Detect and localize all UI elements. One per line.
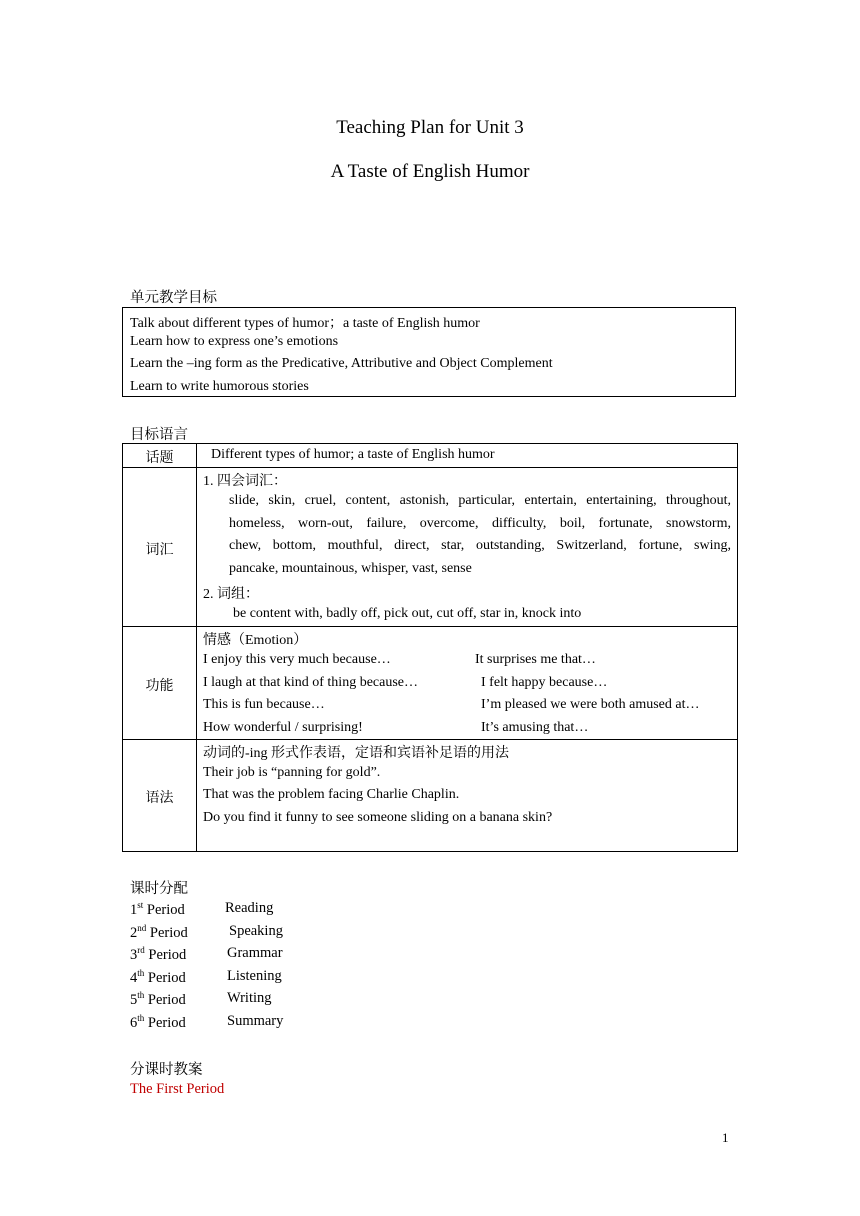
goal-item: Talk about different types of humor；a taste of English humor	[130, 316, 480, 331]
function-phrase: I’m pleased we were both amused at…	[481, 697, 700, 712]
vocab-phrases: be content with, badly off, pick out, cut off, star in, knock into	[233, 606, 582, 621]
function-label: 功能	[145, 679, 174, 694]
function-phrase: I enjoy this very much because…	[203, 652, 391, 667]
document-title: Teaching Plan for Unit 3	[336, 117, 524, 138]
topic-text: Different types of humor; a taste of English humor	[211, 447, 495, 462]
period-label: 2nd Period	[130, 923, 188, 941]
grammar-example: That was the problem facing Charlie Chaplin.	[203, 787, 460, 802]
goal-item: Learn to write humorous stories	[130, 379, 309, 394]
grammar-header: 动词的-ing 形式作表语，定语和宾语补足语的用法	[203, 746, 510, 761]
period-name: Reading	[225, 900, 274, 916]
vocab-line: slide, skin, cruel, content, astonish, particular, entertain, entertaining, throughout,	[229, 493, 731, 508]
goals-heading: 单元教学目标	[130, 290, 217, 306]
vocab-line: homeless, worn-out, failure, overcome, difficulty, boil, fortunate, snowstorm,	[229, 516, 731, 531]
grammar-example: Do you find it funny to see someone sliding on a banana skin?	[203, 810, 553, 825]
function-phrase: It surprises me that…	[475, 652, 596, 667]
function-header: 情感（Emotion）	[203, 633, 308, 648]
page-number: 1	[722, 1130, 729, 1145]
goal-item: Learn the –ing form as the Predicative, Attributive and Object Complement	[130, 356, 553, 371]
period-label: 1st Period	[130, 900, 185, 918]
row-divider	[123, 626, 737, 627]
function-phrase: How wonderful / surprising!	[203, 720, 363, 735]
target-language-table	[122, 443, 738, 852]
vocab-line: chew, bottom, mouthful, direct, star, outstanding, Switzerland, fortune, swing,	[229, 538, 731, 553]
vocab-item1-label: 1. 四会词汇：	[203, 474, 287, 489]
function-phrase: I felt happy because…	[481, 675, 608, 690]
period-name: Summary	[227, 1013, 284, 1029]
period-name: Speaking	[229, 923, 283, 939]
row-divider	[123, 467, 737, 468]
goals-table	[122, 307, 736, 397]
function-phrase: It’s amusing that…	[481, 720, 589, 735]
period-name: Listening	[227, 968, 282, 984]
row-divider	[123, 739, 737, 740]
topic-label: 话题	[145, 451, 174, 466]
vocab-label: 词汇	[145, 543, 174, 558]
period-label: 6th Period	[130, 1013, 186, 1031]
target-language-heading: 目标语言	[130, 427, 188, 443]
grammar-label: 语法	[145, 791, 174, 806]
lesson-plans-heading: 分课时教案	[130, 1062, 203, 1078]
column-divider	[196, 444, 197, 851]
schedule-heading: 课时分配	[130, 881, 188, 897]
first-period-heading: The First Period	[130, 1081, 225, 1097]
period-label: 3rd Period	[130, 945, 187, 963]
period-name: Writing	[227, 990, 272, 1006]
period-label: 5th Period	[130, 990, 186, 1008]
period-name: Grammar	[227, 945, 283, 961]
function-phrase: I laugh at that kind of thing because…	[203, 675, 418, 690]
function-phrase: This is fun because…	[203, 697, 325, 712]
goal-item: Learn how to express one’s emotions	[130, 334, 339, 349]
vocab-line: pancake, mountainous, whisper, vast, sense	[229, 561, 472, 576]
grammar-example: Their job is “panning for gold”.	[203, 765, 381, 780]
document-subtitle: A Taste of English Humor	[330, 161, 530, 182]
vocab-item2-label: 2. 词组：	[203, 587, 259, 602]
period-label: 4th Period	[130, 968, 186, 986]
